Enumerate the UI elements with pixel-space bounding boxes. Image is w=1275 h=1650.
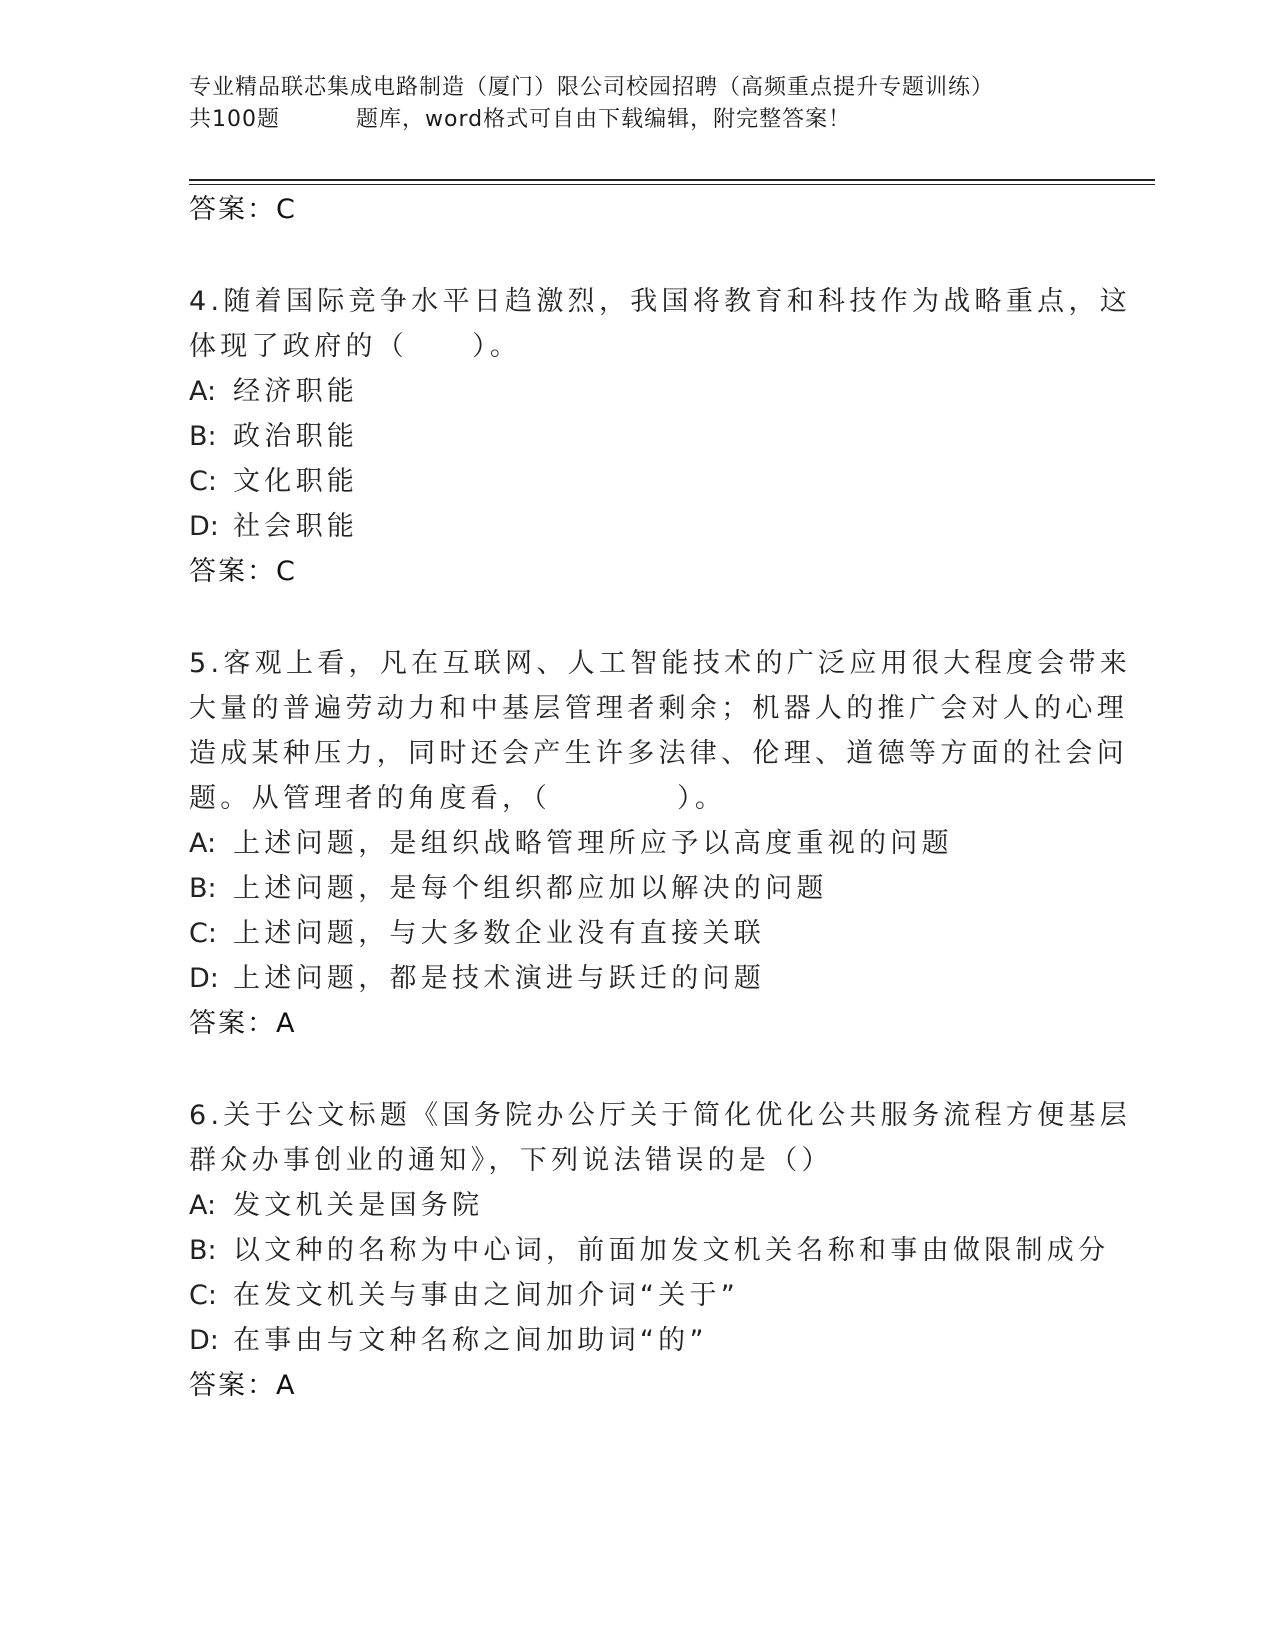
answer-value: C: [276, 556, 297, 587]
answer-value: A: [276, 1008, 297, 1039]
question-text-line: 大量的普遍劳动力和中基层管理者剩余；机器人的推广会对人的心理: [189, 693, 1128, 724]
option-text: 发文机关是国务院: [233, 1190, 484, 1221]
answer-line: [189, 1001, 1089, 1046]
option-text: 上述问题，都是技术演进与跃迁的问题: [233, 963, 766, 994]
option-c: [189, 1273, 1089, 1318]
option-c: [189, 459, 1089, 504]
option-d: [189, 504, 1089, 549]
option-b: [189, 866, 1089, 911]
option-text: 上述问题，是组织战略管理所应予以高度重视的问题: [233, 828, 953, 859]
answer-label: 答案：: [189, 556, 276, 587]
question-text: ）。: [472, 331, 522, 362]
answer-line: [189, 1363, 1089, 1408]
question-text-line: 5.客观上看，凡在互联网、人工智能技术的广泛应用很大程度会带来: [189, 648, 1132, 679]
option-text: 以文种的名称为中心词，前面加发文机关名称和事由做限制成分: [233, 1235, 1110, 1266]
option-letter: A:: [189, 376, 217, 407]
option-a: [189, 821, 1089, 866]
question-6: [189, 1093, 1132, 1408]
answer-line: [189, 187, 1089, 232]
option-text: 在事由与文种名称之间加助词“的”: [233, 1325, 708, 1356]
option-text: 上述问题，与大多数企业没有直接关联: [233, 918, 766, 949]
header-divider-thin: [189, 184, 1155, 185]
question-text-line: 4.随着国际竞争水平日趋激烈，我国将教育和科技作为战略重点，这: [189, 286, 1132, 317]
option-letter: D:: [189, 1325, 219, 1356]
option-letter: A:: [189, 1190, 217, 1221]
question-text-line: [189, 776, 1089, 821]
header-question-count: 共100题: [189, 107, 280, 132]
option-b: [189, 414, 1089, 459]
answer-label: 答案：: [189, 1008, 276, 1039]
answer-value: A: [276, 1370, 297, 1401]
question-text: 题。从管理者的角度看，（: [189, 783, 552, 814]
option-text: 经济职能: [233, 376, 359, 407]
option-letter: D:: [189, 511, 219, 542]
document-body: [189, 187, 1132, 1408]
option-letter: C:: [189, 466, 217, 497]
option-text: 文化职能: [233, 466, 359, 497]
option-letter: C:: [189, 918, 217, 949]
answer-label: 答案：: [189, 1370, 276, 1401]
option-letter: D:: [189, 963, 219, 994]
option-text: 上述问题，是每个组织都应加以解决的问题: [233, 873, 828, 904]
question-text: ）。: [677, 783, 727, 814]
header-description: 题库，word格式可自由下载编辑，附完整答案！: [356, 107, 852, 132]
question-text-line: [189, 324, 1089, 369]
option-letter: B:: [189, 421, 217, 452]
option-a: [189, 1183, 1089, 1228]
option-letter: A:: [189, 828, 217, 859]
option-letter: B:: [189, 1235, 217, 1266]
option-d: [189, 956, 1089, 1001]
option-c: [189, 911, 1089, 956]
option-text: 社会职能: [233, 511, 359, 542]
question-text-line: 群众办事创业的通知》，下列说法错误的是（）: [189, 1145, 833, 1176]
option-b: [189, 1228, 1110, 1273]
answer-value: C: [276, 194, 297, 225]
question-4: [189, 279, 1132, 594]
option-text: 政治职能: [233, 421, 359, 452]
header-title-line1: 专业精品联芯集成电路制造（厦门）限公司校园招聘（高频重点提升专题训练）: [189, 75, 995, 100]
option-d: [189, 1318, 1089, 1363]
option-letter: C:: [189, 1280, 217, 1311]
answer-line: [189, 549, 1089, 594]
option-a: [189, 369, 1089, 414]
header-title-line2: [189, 104, 1069, 136]
question-text: 体现了政府的（: [189, 331, 409, 362]
question-text-line: 6.关于公文标题《国务院办公厅关于简化优化公共服务流程方便基层: [189, 1100, 1132, 1131]
question-5: [189, 641, 1132, 1046]
option-text: 在发文机关与事由之间加介词“关于”: [233, 1280, 740, 1311]
header-divider-thick: [189, 179, 1155, 181]
page-header: [189, 72, 1069, 136]
question-text-line: 造成某种压力，同时还会产生许多法律、伦理、道德等方面的社会问: [189, 738, 1128, 769]
option-letter: B:: [189, 873, 217, 904]
answer-label: 答案：: [189, 194, 276, 225]
